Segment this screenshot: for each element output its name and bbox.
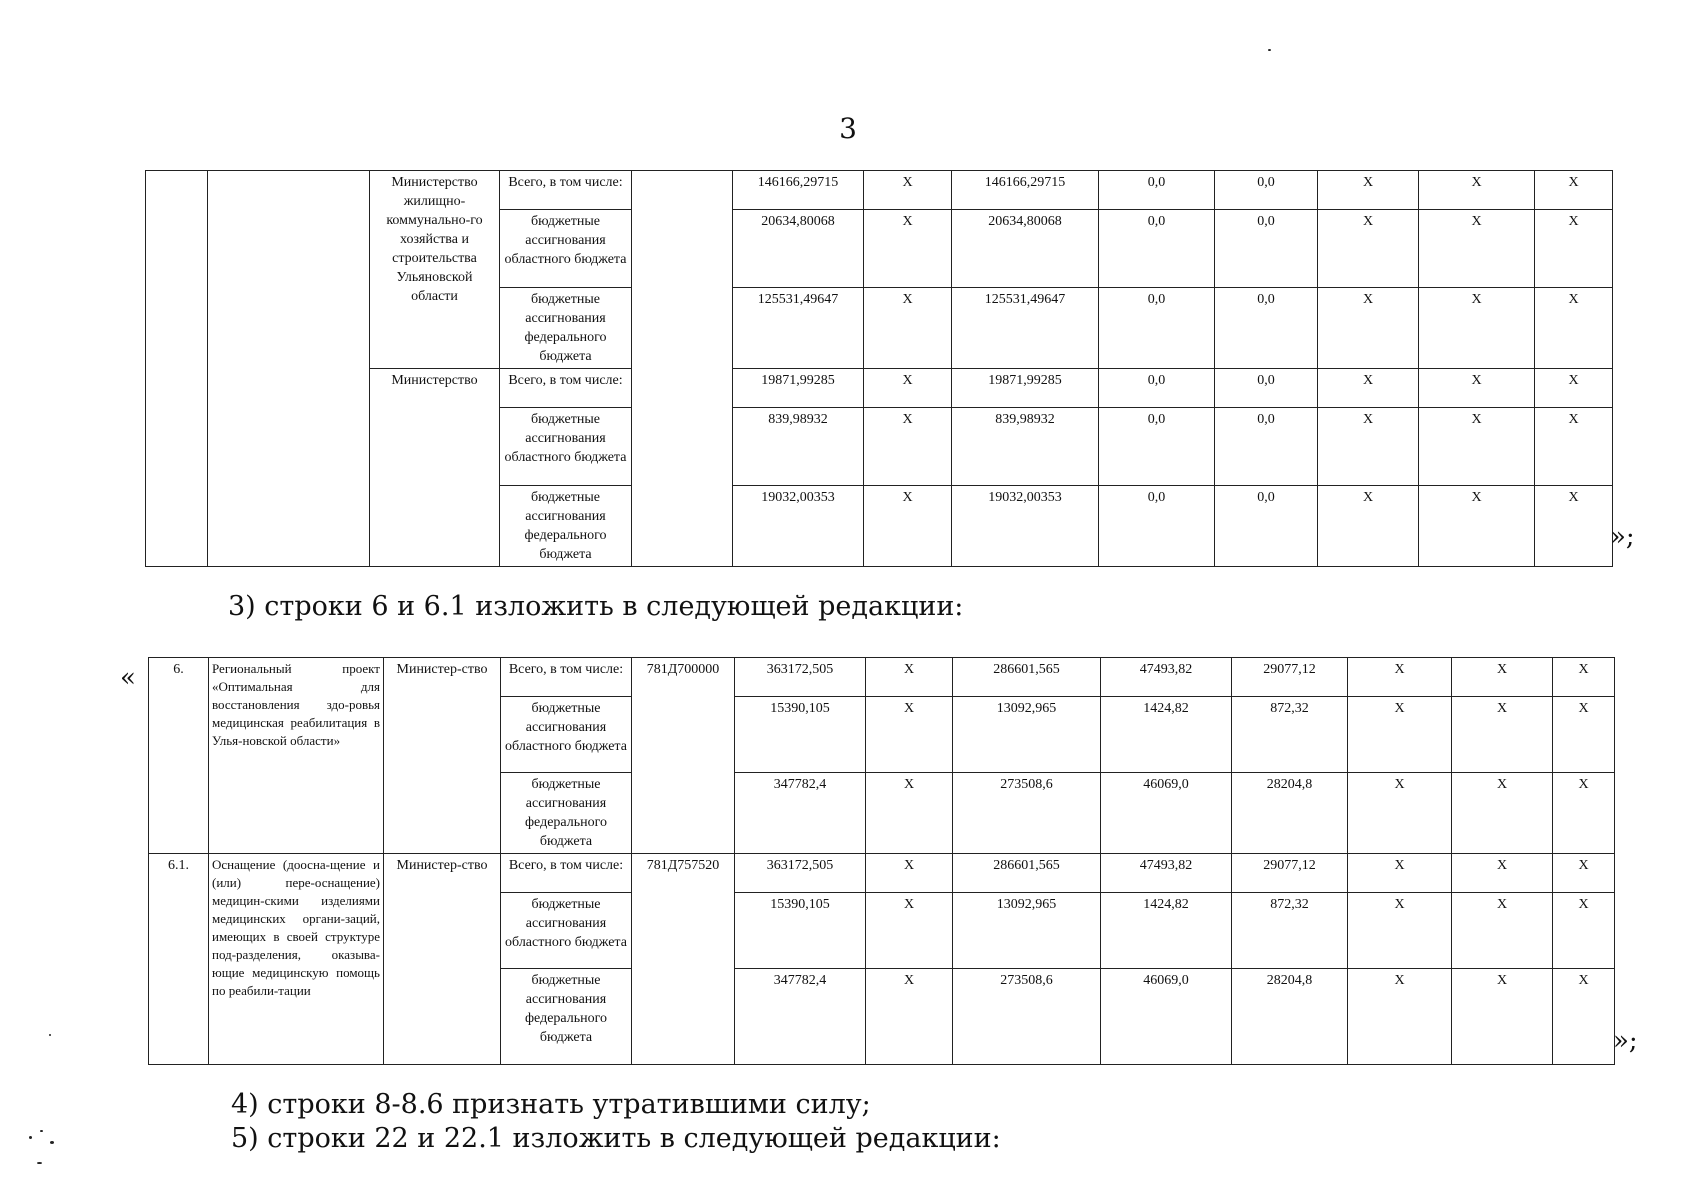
value-cell: X [1348,773,1452,854]
value-cell: 286601,565 [953,854,1101,893]
budget-table-rows-6 [148,657,1615,1065]
value-cell: X [1452,658,1553,697]
value-cell: 0,0 [1099,486,1215,567]
value-cell: 28204,8 [1232,969,1348,1065]
value-cell: 15390,105 [735,697,866,773]
value-cell: 347782,4 [735,773,866,854]
table-row [149,658,1615,697]
scan-speck [29,1136,32,1139]
row-name-cell: Региональный проект «Оптимальная для восстановления здо-ровья медицинская реабилитация в Улья-новской области» [209,658,384,854]
value-cell: 19871,99285 [733,369,864,408]
value-cell: X [864,288,952,369]
value-cell: 0,0 [1099,210,1215,288]
paragraph-item-3: 3) строки 6 и 6.1 изложить в следующей редакции: [228,591,964,622]
value-cell: 19871,99285 [952,369,1099,408]
funding-source-cell: бюджетные ассигнования федерального бюджета [501,773,632,854]
value-cell: 839,98932 [952,408,1099,486]
value-cell: X [1419,369,1535,408]
value-cell: X [1535,369,1613,408]
value-cell: X [1419,210,1535,288]
value-cell: 363172,505 [735,854,866,893]
code-cell: 781Д757520 [632,854,735,1065]
funding-source-cell: Всего, в том числе: [500,369,632,408]
value-cell: X [864,369,952,408]
scan-speck [40,1130,43,1132]
value-cell: 29077,12 [1232,658,1348,697]
value-cell: 1424,82 [1101,697,1232,773]
value-cell: 15390,105 [735,893,866,969]
funding-source-cell: бюджетные ассигнования федерального бюджета [500,486,632,567]
paragraph-item-5: 5) строки 22 и 22.1 изложить в следующей редакции: [231,1123,1001,1154]
value-cell: X [1553,773,1615,854]
value-cell: X [1452,697,1553,773]
value-cell: X [1348,658,1452,697]
value-cell: X [1318,288,1419,369]
value-cell: X [1553,658,1615,697]
value-cell: X [1348,969,1452,1065]
row-name-cell: Оснащение (доосна-щение и (или) пере-оснащение) медицин-скими изделиями медицинских органи-заций, имеющих в своей структуре под-разделения, оказыва-ющие медицинскую помощь по реабили-тации [209,854,384,1065]
value-cell: X [1553,893,1615,969]
funding-source-cell: бюджетные ассигнования областного бюджета [501,697,632,773]
value-cell: X [864,486,952,567]
table-row [149,854,1615,893]
funding-source-cell: бюджетные ассигнования федерального бюджета [501,969,632,1065]
value-cell: 13092,965 [953,697,1101,773]
page-number: 3 [839,112,857,145]
row-number-cell: 6. [149,658,209,854]
value-cell: X [866,893,953,969]
value-cell: 46069,0 [1101,773,1232,854]
scan-speck [1268,49,1271,51]
value-cell: 13092,965 [953,893,1101,969]
value-cell: 29077,12 [1232,854,1348,893]
value-cell: X [1318,486,1419,567]
code-cell [632,171,733,567]
value-cell: X [1553,854,1615,893]
funding-source-cell: бюджетные ассигнования областного бюджета [500,210,632,288]
funding-source-cell: Всего, в том числе: [501,854,632,893]
value-cell: 839,98932 [733,408,864,486]
value-cell: X [1535,210,1613,288]
value-cell: X [1553,697,1615,773]
value-cell: X [1419,486,1535,567]
table-row [146,171,1613,210]
value-cell: 0,0 [1099,171,1215,210]
value-cell: 347782,4 [735,969,866,1065]
value-cell: 46069,0 [1101,969,1232,1065]
closing-quote: »; [1613,1026,1638,1056]
value-cell: 0,0 [1215,369,1318,408]
value-cell: 20634,80068 [733,210,864,288]
value-cell: 0,0 [1215,171,1318,210]
value-cell: 0,0 [1099,369,1215,408]
value-cell: 1424,82 [1101,893,1232,969]
value-cell: X [1318,171,1419,210]
value-cell: 28204,8 [1232,773,1348,854]
value-cell: 47493,82 [1101,658,1232,697]
value-cell: X [1419,408,1535,486]
value-cell: X [1348,697,1452,773]
value-cell: X [864,210,952,288]
ministry-cell: Министер-ство [384,658,501,854]
value-cell: 0,0 [1215,210,1318,288]
value-cell: 286601,565 [953,658,1101,697]
paragraph-item-4: 4) строки 8-8.6 признать утратившими силу; [231,1089,871,1120]
value-cell: X [1535,171,1613,210]
value-cell: X [1419,171,1535,210]
closing-quote: »; [1610,522,1635,552]
value-cell: X [1535,288,1613,369]
value-cell: X [1348,854,1452,893]
value-cell: X [1452,893,1553,969]
value-cell: X [864,171,952,210]
value-cell: 0,0 [1215,408,1318,486]
scan-speck [37,1162,42,1164]
value-cell: X [1318,210,1419,288]
row-number-cell [146,171,208,567]
opening-quote: « [120,663,136,693]
value-cell: X [1452,773,1553,854]
value-cell: 19032,00353 [733,486,864,567]
funding-source-cell: Всего, в том числе: [500,171,632,210]
value-cell: 872,32 [1232,893,1348,969]
row-name-cell [208,171,370,567]
value-cell: X [866,854,953,893]
value-cell: 363172,505 [735,658,866,697]
value-cell: X [1318,369,1419,408]
value-cell: X [1419,288,1535,369]
code-cell: 781Д700000 [632,658,735,854]
budget-table-continuation [145,170,1613,567]
row-number-cell: 6.1. [149,854,209,1065]
value-cell: X [1452,854,1553,893]
value-cell: 125531,49647 [952,288,1099,369]
value-cell: X [866,658,953,697]
value-cell: X [1452,969,1553,1065]
value-cell: 146166,29715 [733,171,864,210]
value-cell: 273508,6 [953,969,1101,1065]
value-cell: 20634,80068 [952,210,1099,288]
value-cell: X [866,969,953,1065]
value-cell: 0,0 [1215,288,1318,369]
funding-source-cell: Всего, в том числе: [501,658,632,697]
funding-source-cell: бюджетные ассигнования федерального бюджета [500,288,632,369]
value-cell: X [1348,893,1452,969]
value-cell: 872,32 [1232,697,1348,773]
funding-source-cell: бюджетные ассигнования областного бюджета [500,408,632,486]
value-cell: X [1535,486,1613,567]
value-cell: X [1553,969,1615,1065]
ministry-cell: Министерство жилищно-коммунально-го хозяйства и строительства Ульяновской области [370,171,500,369]
value-cell: 125531,49647 [733,288,864,369]
value-cell: 47493,82 [1101,854,1232,893]
value-cell: 19032,00353 [952,486,1099,567]
funding-source-cell: бюджетные ассигнования областного бюджета [501,893,632,969]
value-cell: 0,0 [1099,408,1215,486]
value-cell: X [866,773,953,854]
value-cell: X [1318,408,1419,486]
value-cell: 0,0 [1099,288,1215,369]
ministry-cell: Министерство [370,369,500,567]
scan-speck [49,1034,51,1036]
value-cell: X [1535,408,1613,486]
value-cell: X [864,408,952,486]
value-cell: 146166,29715 [952,171,1099,210]
value-cell: 0,0 [1215,486,1318,567]
ministry-cell: Министер-ство [384,854,501,1065]
value-cell: 273508,6 [953,773,1101,854]
value-cell: X [866,697,953,773]
scan-speck [50,1141,54,1144]
